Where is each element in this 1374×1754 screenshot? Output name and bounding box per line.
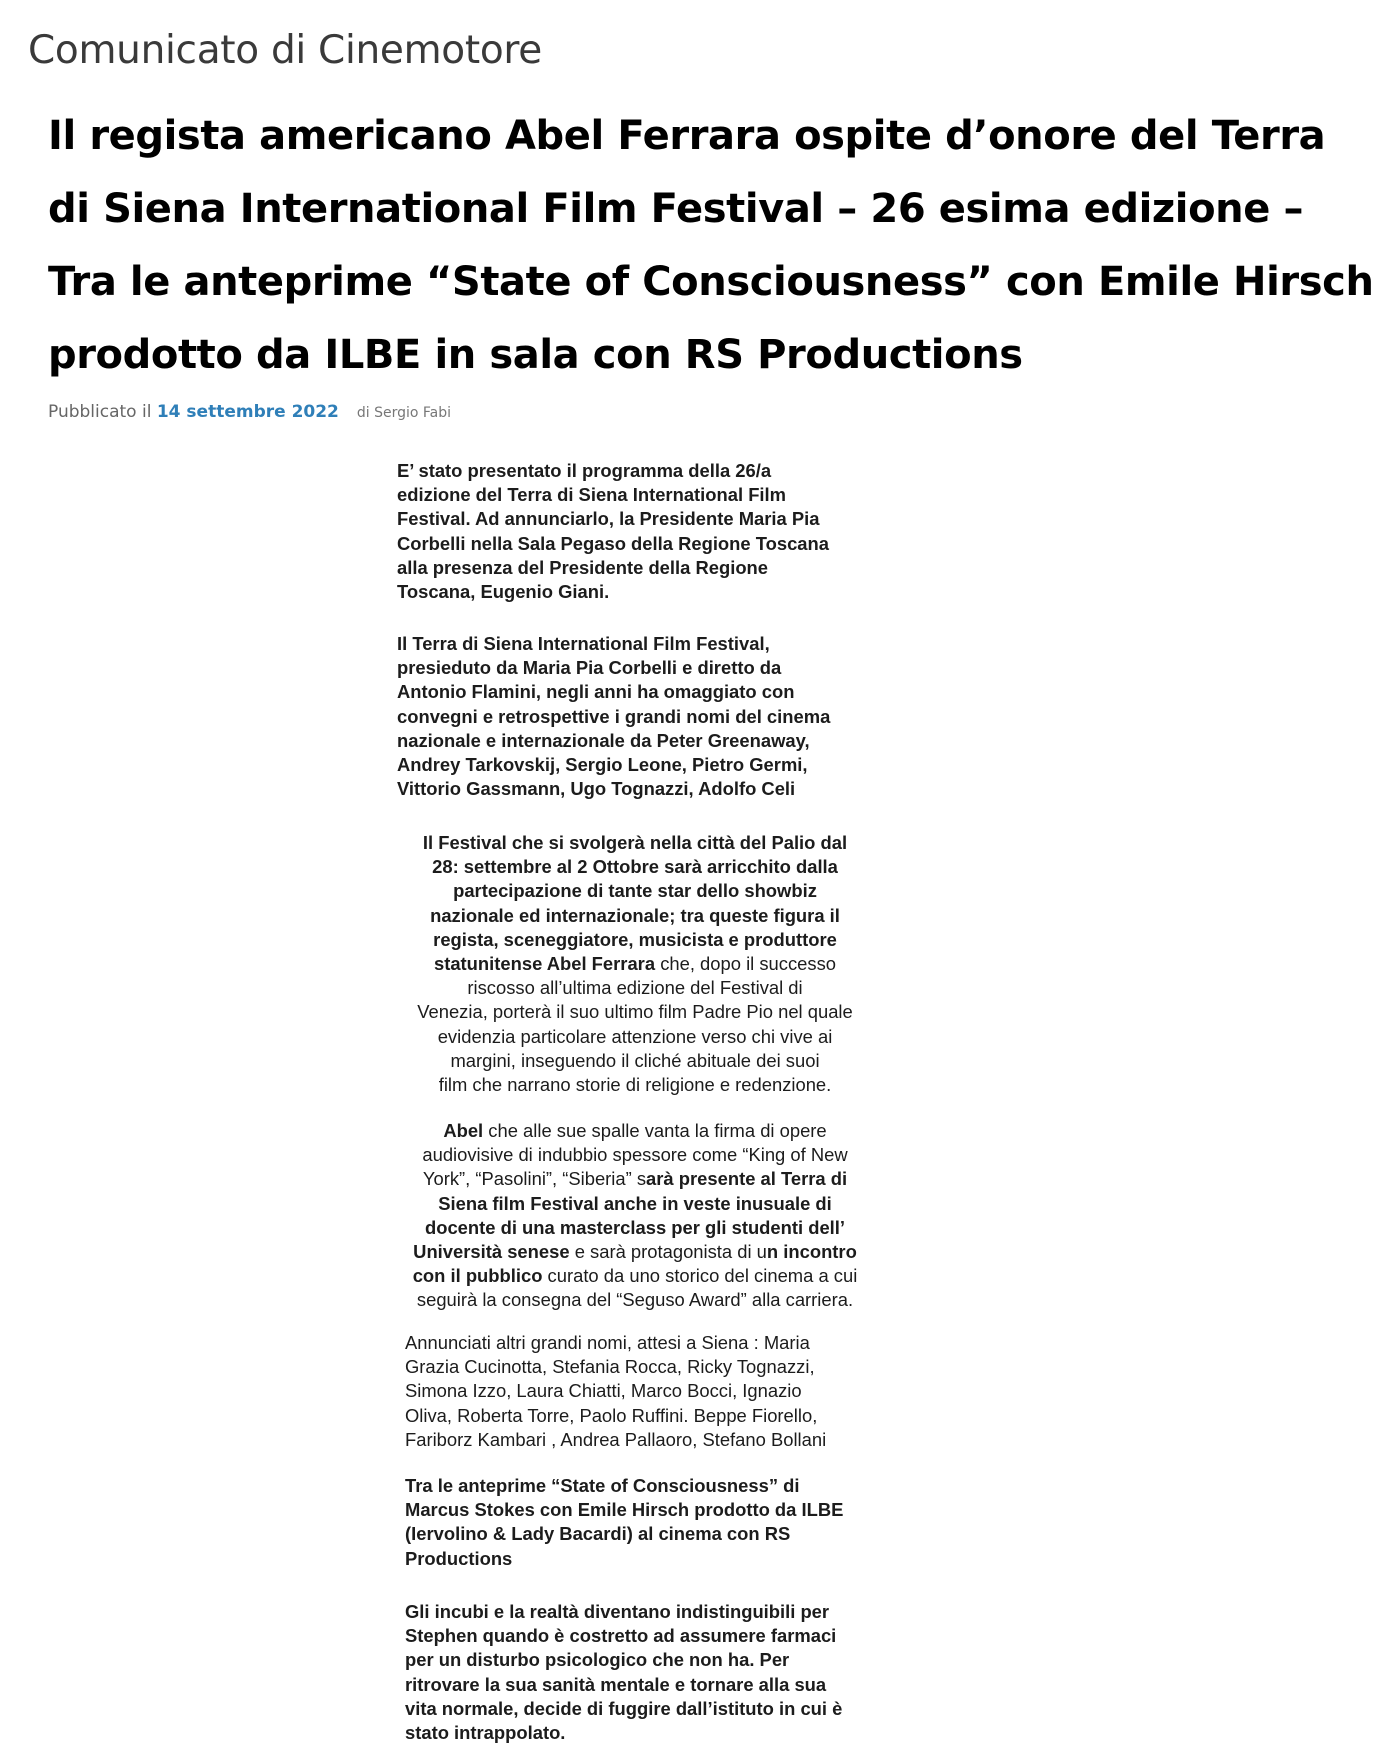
text-line: vita normale, decide di fuggire dall’istituto in cui è: [405, 1697, 843, 1719]
text-line: Corbelli nella Sala Pegaso della Regione Toscana: [397, 532, 829, 554]
text-run-bold: n incontro: [766, 1241, 857, 1263]
published-date-link[interactable]: 14 settembre 2022: [156, 402, 339, 422]
text-line: docente di una masterclass per gli studenti dell’: [424, 1216, 846, 1238]
text-line: [405, 1119, 865, 1143]
site-header[interactable]: Comunicato di Cinemotore: [28, 28, 542, 73]
text-run-bold: con il pubblico: [412, 1265, 543, 1287]
paragraph-programma: [397, 459, 867, 604]
text-line: Oliva, Roberta Torre, Paolo Ruffini. Beppe Fiorello,: [405, 1404, 818, 1426]
text-line: Simona Izzo, Laura Chiatti, Marco Bocci, Ignazio: [405, 1380, 802, 1402]
text-line: Annunciati altri grandi nomi, attesi a Siena : Maria: [405, 1332, 810, 1353]
text-line: evidenzia particolare attenzione verso chi vive ai: [437, 1025, 833, 1047]
text-line: alla presenza del Presidente della Regione: [397, 556, 769, 578]
text-line: [405, 1240, 865, 1264]
title-line: prodotto da ILBE in sala con RS Productions: [48, 332, 1023, 378]
text-line: Toscana, Eugenio Giani.: [397, 581, 610, 603]
text-line: [405, 1167, 865, 1191]
text-line: ritrovare la sua sanità mentale e tornare alla sua: [405, 1673, 827, 1695]
text-line: Tra le anteprime “State of Consciousness” di: [405, 1475, 800, 1496]
text-line: convegni e retrospettive i grandi nomi del cinema: [397, 705, 831, 727]
article-title: [48, 100, 1374, 392]
text-run-bold: arà presente al Terra di: [646, 1168, 848, 1190]
text-line: Venezia, porterà il suo ultimo film Padre Pio nel quale: [417, 1001, 853, 1023]
text-line: (Iervolino & Lady Bacardi) al cinema con RS: [405, 1523, 791, 1545]
text-run-bold: Università senese: [413, 1241, 570, 1263]
text-run-bold: Abel: [443, 1120, 484, 1141]
paragraph-synopsis: [405, 1600, 885, 1745]
text-line: Grazia Cucinotta, Stefania Rocca, Ricky Tognazzi,: [405, 1356, 815, 1378]
text-line: seguirà la consegna del “Seguso Award” alla carriera.: [416, 1289, 854, 1311]
title-line: di Siena International Film Festival – 26 esima edizione –: [48, 186, 1304, 232]
text-line: Vittorio Gassmann, Ugo Tognazzi, Adolfo Celi: [397, 778, 796, 800]
title-line: Tra le anteprime “State of Consciousness” con Emile Hirsch: [48, 259, 1374, 305]
paragraph-abel-ferrara: [405, 831, 865, 1097]
text-line: film che narrano storie di religione e redenzione.: [438, 1074, 832, 1096]
text-line: margini, inseguendo il cliché abituale dei suoi: [450, 1049, 820, 1071]
paragraph-guests: [405, 1331, 865, 1452]
text-line: regista, sceneggiatore, musicista e produttore: [433, 928, 837, 950]
paragraph-masterclass: [405, 1119, 865, 1313]
text-line: Gli incubi e la realtà diventano indistinguibili per: [405, 1601, 830, 1622]
text-line: Siena film Festival anche in veste inusuale di: [438, 1192, 832, 1214]
text-line: Festival. Ad annunciarlo, la Presidente Maria Pia: [397, 508, 820, 530]
text-line: Andrey Tarkovskij, Sergio Leone, Pietro Germi,: [397, 754, 808, 776]
text-line: Il Festival che si svolgerà nella città del Palio dal: [422, 832, 848, 853]
text-run: curato da uno storico del cinema a cui: [542, 1265, 858, 1287]
text-line: audiovisive di indubbio spessore come “King of New: [422, 1144, 848, 1166]
text-line: Productions: [405, 1547, 513, 1569]
text-line: nazionale e internazionale da Peter Greenaway,: [397, 729, 810, 751]
text-line: nazionale ed internazionale; tra queste figura il: [430, 904, 840, 926]
text-run: che, dopo il successo: [655, 953, 837, 975]
text-line: Il Terra di Siena International Film Festival,: [397, 633, 770, 654]
paragraph-preview: [405, 1474, 885, 1571]
text-line: riscosso all’ultima edizione del Festival di: [467, 977, 803, 999]
text-line: E’ stato presentato il programma della 26/a: [397, 460, 772, 481]
text-line: partecipazione di tante star dello showbiz: [453, 880, 817, 902]
text-run: che alle sue spalle vanta la firma di opere: [483, 1120, 827, 1141]
text-line: edizione del Terra di Siena International Film: [397, 484, 787, 506]
text-line: Stephen quando è costretto ad assumere farmaci: [405, 1625, 837, 1647]
text-line: per un disturbo psicologico che non ha. Per: [405, 1649, 790, 1671]
text-line: Marcus Stokes con Emile Hirsch prodotto da ILBE: [405, 1499, 844, 1521]
text-line: [405, 1264, 865, 1288]
text-line: Fariborz Kambari , Andrea Pallaoro, Stefano Bollani: [405, 1428, 827, 1450]
text-line: 28: settembre al 2 Ottobre sarà arricchito dalla: [432, 856, 838, 878]
text-line: stato intrappolato.: [405, 1722, 566, 1744]
title-line: Il regista americano Abel Ferrara ospite d’onore del Terra: [48, 113, 1326, 159]
text-line: presieduto da Maria Pia Corbelli e diretto da: [397, 657, 782, 679]
author-name: di Sergio Fabi: [356, 405, 452, 421]
article-byline: [48, 402, 451, 422]
text-run: e sarà protagonista di u: [569, 1241, 767, 1263]
text-run-bold: statunitense Abel Ferrara: [433, 953, 656, 975]
text-run: York”, “Pasolini”, “Siberia” s: [422, 1168, 647, 1190]
text-line: Antonio Flamini, negli anni ha omaggiato con: [397, 681, 795, 703]
published-prefix: Pubblicato il: [48, 402, 157, 422]
text-line: [405, 952, 865, 976]
paragraph-festival-history: [397, 632, 867, 801]
